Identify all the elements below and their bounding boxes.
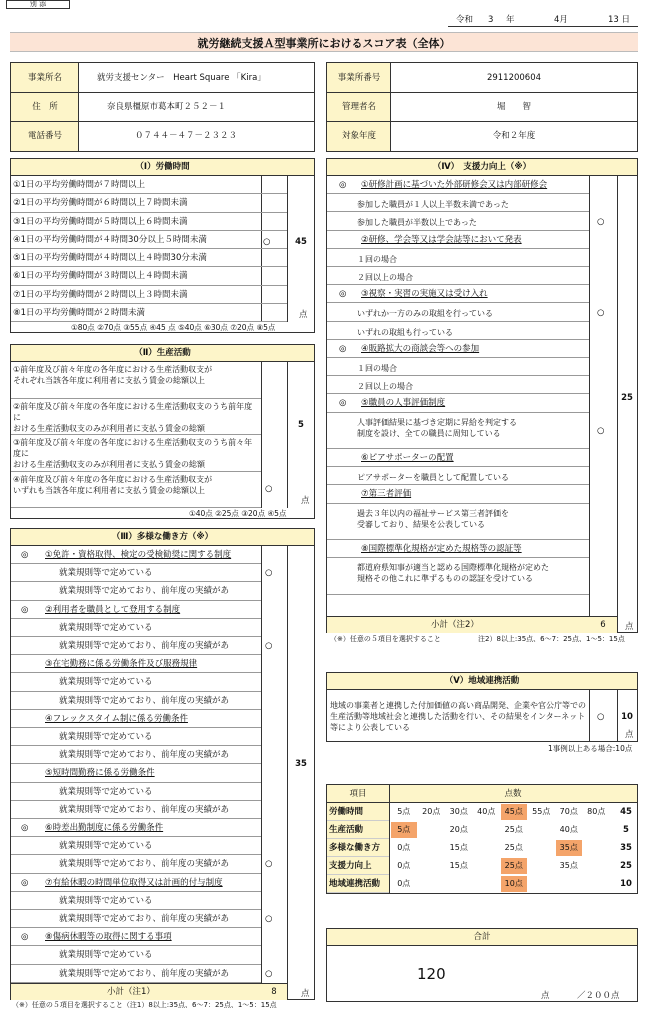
score-total: 10 [620, 879, 632, 889]
double-circle-icon: ◎ [21, 550, 29, 560]
score-cell [446, 822, 472, 838]
community-text: 地域の事業者と連携した付加価値の高い商品開発、企業や官公庁等での生産活動等地域社会と連携した活動を行い、その結果をインターネット等により公表している [330, 701, 586, 732]
work-style-subrow [11, 965, 261, 983]
score-cell [529, 840, 555, 856]
support-condition: 参加した職員が半数以上であった [357, 218, 477, 228]
production-item: ③前年度及び前々年度の各年度における生産活動収支のうち前々年度に おける生産活動収支のみが利用者に支払う賃金の総額 [13, 438, 253, 469]
work-style-condition: 就業規則等で定めている [59, 786, 153, 797]
support-subrow [327, 194, 589, 212]
work-style-condition: 就業規則等で定めており、前年度の実績があ [59, 695, 230, 706]
score-cell [446, 876, 472, 892]
date-day: 13 日 [608, 15, 631, 25]
score-cell [419, 876, 445, 892]
score-label: 支援力向上 [329, 861, 372, 871]
work-style-heading [11, 874, 261, 892]
score-cell [584, 840, 610, 856]
phone: ０７４４－４７－２３２３ [135, 131, 238, 141]
mark: ○ [265, 641, 273, 651]
support-condition: ２回以上の場合 [357, 273, 413, 282]
support-subrow [327, 358, 589, 376]
score-value: 5点 [397, 825, 411, 834]
community-score: 10 [621, 712, 633, 722]
score-value: 15点 [449, 861, 468, 870]
work-style-subrow [11, 855, 261, 873]
work-style-subrow [11, 946, 261, 964]
score-cell [529, 876, 555, 892]
score-cell [419, 840, 445, 856]
score-cell [446, 804, 472, 820]
score-total: 45 [620, 807, 632, 817]
score-table-header [327, 785, 637, 803]
score-cell [556, 876, 582, 892]
score-cell [391, 858, 417, 874]
address-label: 住 所 [32, 102, 58, 112]
unit: 点 [301, 989, 310, 999]
footnote-2: 注2）8以上:35点、6～7：25点、1～5：15点 [478, 635, 625, 643]
work-style-item: ②利用者を職員として登用する制度 [45, 604, 181, 615]
production-item: ④前年度及び前々年度の各年度における生産活動収支が いずれも当該各年度に利用者に支払う賃金の総額以上 [13, 474, 213, 495]
labor-item: ④1日の平均労働時間が４時間30分以上５時間未満 [13, 234, 207, 245]
support-subrow [327, 413, 589, 449]
support-subrow [327, 322, 589, 340]
score-label: 生産活動 [329, 825, 364, 835]
production-row [11, 362, 261, 399]
score-cell [529, 858, 555, 874]
score-cell [556, 840, 582, 856]
mark: ○ [263, 237, 271, 247]
work-style-item: ④フレックスタイム制に係る労働条件 [45, 713, 188, 724]
work-style-condition: 就業規則等で定めている [59, 841, 153, 852]
support-item: ①研修計画に基づいた外部研修会又は内部研修会 [361, 180, 548, 190]
labor-row [11, 286, 287, 304]
labor-row [11, 194, 287, 212]
divider [389, 785, 390, 893]
score-cell [419, 822, 445, 838]
labor-row [11, 231, 287, 249]
work-style-subrow [11, 837, 261, 855]
score-cell [391, 804, 417, 820]
section-title: （Ⅳ） 支援力向上（※） [432, 162, 532, 172]
score-value: 30点 [449, 807, 468, 816]
support-heading [327, 285, 589, 303]
date-year-unit: 年 [506, 15, 515, 25]
labor-score: 45 [295, 237, 307, 247]
work-style-condition: 就業規則等で定めている [59, 895, 153, 906]
double-circle-icon: ◎ [339, 343, 347, 354]
support-heading [327, 231, 589, 249]
support-subrow [327, 376, 589, 394]
support-condition: 人事評価結果に基づき定期に昇給を判定する 制度を設け、全ての職員に周知している [357, 417, 517, 438]
score-cell [584, 804, 610, 820]
work-style-heading [11, 546, 261, 564]
production-row [11, 399, 261, 436]
date-era: 令和 [456, 15, 474, 25]
work-style-heading [11, 819, 261, 837]
score-cell [474, 876, 500, 892]
score-head-item: 項目 [349, 789, 367, 799]
score-row-label [327, 875, 389, 893]
section-title: （Ⅰ）労働時間 [135, 162, 190, 172]
mark: ○ [597, 425, 605, 436]
mark: ○ [597, 307, 605, 318]
production-row [11, 472, 261, 509]
work-style-condition: 就業規則等で定めている [59, 677, 153, 688]
work-style-condition: 就業規則等で定めており、前年度の実績があ [59, 641, 230, 651]
score-value: 40点 [559, 825, 578, 834]
labor-row [11, 304, 287, 322]
work-style-subrow [11, 564, 261, 582]
work-style-condition: 就業規則等で定めており、前年度の実績があ [59, 750, 230, 761]
score-label: 労働時間 [329, 807, 364, 817]
work-style-item: ⑦有給休暇の時間単位取得又は計画的付与制度 [45, 877, 223, 888]
score-cell [474, 804, 500, 820]
support-subrow [327, 249, 589, 267]
score-cell [474, 822, 500, 838]
score-value: 5点 [397, 807, 411, 816]
work-style-item: ③在宅勤務に係る労働条件及び服務規律 [45, 659, 198, 670]
subtotal-label: 小計（注2） [431, 620, 479, 630]
score-cell [474, 840, 500, 856]
total-value: 120 [417, 965, 446, 983]
work-style-subrow [11, 801, 261, 819]
score-cell [419, 804, 445, 820]
unit: 点 [625, 730, 634, 740]
support-item: ⑤職員の人事評価制度 [361, 398, 446, 409]
support-subrow [327, 504, 589, 540]
support-heading [327, 449, 589, 467]
score-value: 35点 [559, 861, 578, 870]
support-condition: 過去３年以内の福祉サービス第三者評価を 受審しており、結果を公表している [357, 508, 509, 529]
score-value: 45点 [504, 807, 523, 816]
score-cell [446, 840, 472, 856]
legend: 1事例以上ある場合:10点 [548, 744, 633, 753]
double-circle-icon: ◎ [21, 932, 29, 943]
support-condition: ２回以上の場合 [357, 382, 413, 392]
score-cell [529, 804, 555, 820]
support-subrow [327, 303, 589, 321]
support-condition: ピアサポーターを職員として配置している [357, 473, 509, 483]
score-row-label [327, 839, 389, 857]
score-value: 40点 [477, 807, 496, 816]
section-support [326, 158, 638, 633]
support-heading [327, 485, 589, 503]
score-value: 15点 [449, 843, 468, 852]
legend: ①40点 ②25点 ③20点 ④5点 [189, 509, 287, 518]
support-item: ⑥ピアサポーターの配置 [361, 453, 454, 463]
section-title: （Ⅲ）多様な働き方（※） [111, 532, 214, 542]
total-box [326, 928, 638, 1002]
mark: ○ [597, 216, 605, 227]
score-value: 80点 [587, 807, 606, 816]
score-cell [391, 876, 417, 892]
work-style-heading [11, 655, 261, 673]
support-item: ③視察・実習の実施又は受け入れ [361, 289, 488, 300]
score-cell [501, 876, 527, 892]
work-style-subrow [11, 892, 261, 910]
score-table [326, 784, 638, 894]
support-condition: １回の場合 [357, 254, 397, 264]
section-title: （Ⅴ）地域連携活動 [444, 676, 520, 686]
work-style-subrow [11, 619, 261, 637]
labor-item: ①1日の平均労働時間が７時間以上 [13, 180, 146, 190]
footnote: （※）任意の５項目を選択すること [330, 635, 441, 643]
total-max: ／２００点 [577, 991, 620, 1001]
mark: ○ [597, 712, 605, 722]
score-value: 10点 [504, 879, 523, 888]
support-item: ⑧国際標準化規格が定めた規格等の認証等 [361, 544, 522, 554]
work-style-condition: 就業規則等で定めている [59, 950, 153, 961]
production-row [11, 435, 261, 472]
work-style-condition: 就業規則等で定めている [59, 568, 153, 579]
work-style-subrow [11, 673, 261, 691]
score-cell [391, 822, 417, 838]
support-item: ②研修、学会等又は学会誌等において発表 [361, 234, 522, 245]
work-style-subrow [11, 910, 261, 928]
production-item: ①前年度及び前々年度の各年度における生産活動収支が それぞれ当該各年度に利用者に支払う賃金の総額以上 [13, 365, 213, 385]
score-value: 35点 [559, 843, 578, 852]
score-cell [474, 858, 500, 874]
work-style-condition: 就業規則等で定めており、前年度の実績があ [59, 804, 230, 815]
section-title: （Ⅱ）生産活動 [134, 348, 191, 358]
double-circle-icon: ◎ [21, 604, 29, 615]
support-heading [327, 394, 589, 412]
work-style-heading [11, 601, 261, 619]
work-style-subrow [11, 783, 261, 801]
target-year: 令和２年度 [492, 131, 536, 141]
labor-row [11, 213, 287, 231]
support-heading [327, 176, 589, 194]
labor-row [11, 176, 287, 194]
labor-row [11, 267, 287, 285]
mark: ○ [265, 484, 273, 494]
section-community [326, 672, 638, 742]
support-subrow [327, 558, 589, 594]
support-condition: いずれか一方のみの取組を行っている [357, 309, 493, 319]
score-row-label [327, 857, 389, 875]
subtotal: 8 [271, 987, 277, 997]
score-total: 35 [620, 843, 632, 853]
section-work-styles [10, 528, 315, 1000]
support-subrow [327, 267, 589, 285]
work-style-subrow [11, 746, 261, 764]
address: 奈良県橿原市葛本町２５２－１ [107, 102, 227, 112]
date-underline [448, 26, 638, 27]
unit: 点 [301, 496, 310, 506]
score-total: 25 [620, 861, 632, 871]
work-style-condition: 就業規則等で定めており、前年度の実績があ [59, 859, 230, 870]
score-cell [501, 840, 527, 856]
work-style-subrow [11, 692, 261, 710]
total-unit: 点 [541, 991, 550, 1001]
phone-label: 電話番号 [27, 131, 62, 141]
support-condition: 都道府県知事が適当と認める国際標準化規格が定めた 規格その他これに準ずるものの認証を受けている [357, 563, 549, 584]
mark: ○ [265, 859, 273, 870]
work-style-item: ⑧傷病休暇等の取得に関する事項 [45, 932, 172, 943]
info-left [10, 62, 315, 152]
manager-label: 管理者名 [341, 102, 376, 112]
page-title: 就労継続支援Ａ型事業所におけるスコア表（全体） [197, 37, 451, 50]
date-month: 4月 [554, 15, 568, 25]
labor-item: ⑥1日の平均労働時間が３時間以上４時間未満 [13, 271, 188, 282]
office-name: 就労支援センター Heart Square 「Kira」 [97, 73, 266, 83]
date-year: 3 [488, 15, 494, 25]
title-bar [10, 32, 638, 52]
support-subrow [327, 212, 589, 230]
score-row-label [327, 821, 389, 839]
labor-item: ②1日の平均労働時間が６時間以上７時間未満 [13, 198, 188, 209]
score-cell [556, 822, 582, 838]
work-style-condition: 就業規則等で定めており、前年度の実績があ [59, 586, 230, 597]
double-circle-icon: ◎ [339, 398, 347, 409]
score-cell [501, 858, 527, 874]
attachment-tag: 別 添 [6, 0, 70, 9]
score-cell [584, 876, 610, 892]
work-style-condition: 就業規則等で定めている [59, 622, 153, 633]
work-style-item: ⑤短時間勤務に係る労働条件 [45, 768, 155, 779]
score-value: 55点 [532, 807, 551, 816]
score-cell [501, 804, 527, 820]
score-value: 70点 [559, 807, 578, 816]
support-item: ⑦第三者評価 [361, 489, 412, 500]
score-cell [556, 858, 582, 874]
score-value: 0点 [397, 843, 411, 852]
styles-score: 35 [295, 759, 307, 769]
work-style-condition: 就業規則等で定めており、前年度の実績があ [59, 968, 230, 979]
double-circle-icon: ◎ [21, 823, 29, 833]
info-right [326, 62, 638, 152]
work-style-item: ①免許・資格取得、検定の受検勧奨に関する制度 [45, 550, 232, 560]
score-value: 20点 [449, 825, 468, 834]
office-no-label: 事業所番号 [337, 73, 381, 83]
mark: ○ [265, 914, 273, 924]
score-head-points: 点数 [504, 789, 522, 799]
office-name-label: 事業所名 [27, 73, 62, 83]
section-labor-hours [10, 158, 315, 333]
support-score: 25 [621, 393, 633, 403]
double-circle-icon: ◎ [339, 180, 347, 190]
production-item: ②前年度及び前々年度の各年度における生産活動収支のうち前年度に おける生産活動収支のみが利用者に支払う賃金の総額 [13, 401, 253, 433]
mark: ○ [265, 568, 273, 579]
support-heading [327, 340, 589, 358]
double-circle-icon: ◎ [21, 877, 29, 888]
score-cell [584, 858, 610, 874]
production-score: 5 [298, 420, 304, 430]
year-label: 対象年度 [341, 131, 376, 141]
work-style-condition: 就業規則等で定めており、前年度の実績があ [59, 914, 230, 924]
work-style-heading [11, 710, 261, 728]
support-condition: １回の場合 [357, 364, 397, 373]
double-circle-icon: ◎ [339, 289, 347, 300]
work-style-condition: 就業規則等で定めている [59, 732, 153, 742]
manager: 堀 智 [496, 102, 531, 112]
score-cell [584, 822, 610, 838]
support-condition: いずれの取組も行っている [357, 327, 453, 337]
work-style-subrow [11, 637, 261, 655]
footnote: （※）任意の５項目を選択すること（注1）8以上:35点、6～7：25点、1～5：15点 [12, 1001, 277, 1009]
score-label: 多様な働き方 [329, 843, 381, 853]
legend: ①80点 ②70点 ③55点 ④45 点 ⑤40点 ⑥30点 ⑦20点 ⑧5点 [71, 323, 276, 332]
score-label: 地域連携活動 [329, 879, 381, 889]
work-style-subrow [11, 582, 261, 600]
total-label: 合計 [473, 932, 491, 942]
subtotal-label: 小計（注1） [107, 987, 155, 997]
score-cell [501, 822, 527, 838]
score-value: 0点 [397, 861, 411, 870]
office-no: 2911200604 [486, 73, 542, 83]
unit: 点 [625, 622, 634, 632]
score-cell [391, 840, 417, 856]
work-style-item: ⑥時差出勤制度に係る労働条件 [45, 823, 164, 833]
score-row-label [327, 803, 389, 821]
score-cell [419, 858, 445, 874]
score-value: 25点 [504, 861, 523, 870]
subtotal: 6 [600, 620, 606, 630]
support-item: ④販路拡大の商談会等への参加 [361, 343, 480, 354]
section-production [10, 344, 315, 519]
work-style-subrow [11, 728, 261, 746]
labor-item: ⑤1日の平均労働時間が４時間以上４時間30分未満 [13, 253, 207, 263]
support-heading [327, 540, 589, 558]
support-condition: 参加した職員が１人以上半数未満であった [357, 200, 509, 210]
work-style-heading [11, 764, 261, 782]
labor-item: ③1日の平均労働時間が５時間以上６時間未満 [13, 216, 188, 227]
score-value: 0点 [397, 879, 411, 888]
score-total: 5 [623, 825, 629, 835]
score-cell [446, 858, 472, 874]
labor-row [11, 249, 287, 267]
score-value: 25点 [504, 843, 523, 852]
unit: 点 [299, 310, 308, 320]
labor-item: ⑦1日の平均労働時間が２時間以上３時間未満 [13, 289, 188, 300]
support-subrow [327, 467, 589, 485]
score-cell [529, 822, 555, 838]
score-cell [556, 804, 582, 820]
score-value: 25点 [504, 825, 523, 834]
labor-item: ⑧1日の平均労働時間が２時間未満 [13, 307, 146, 318]
mark: ○ [265, 968, 273, 979]
score-value: 20点 [422, 807, 441, 816]
work-style-heading [11, 928, 261, 946]
